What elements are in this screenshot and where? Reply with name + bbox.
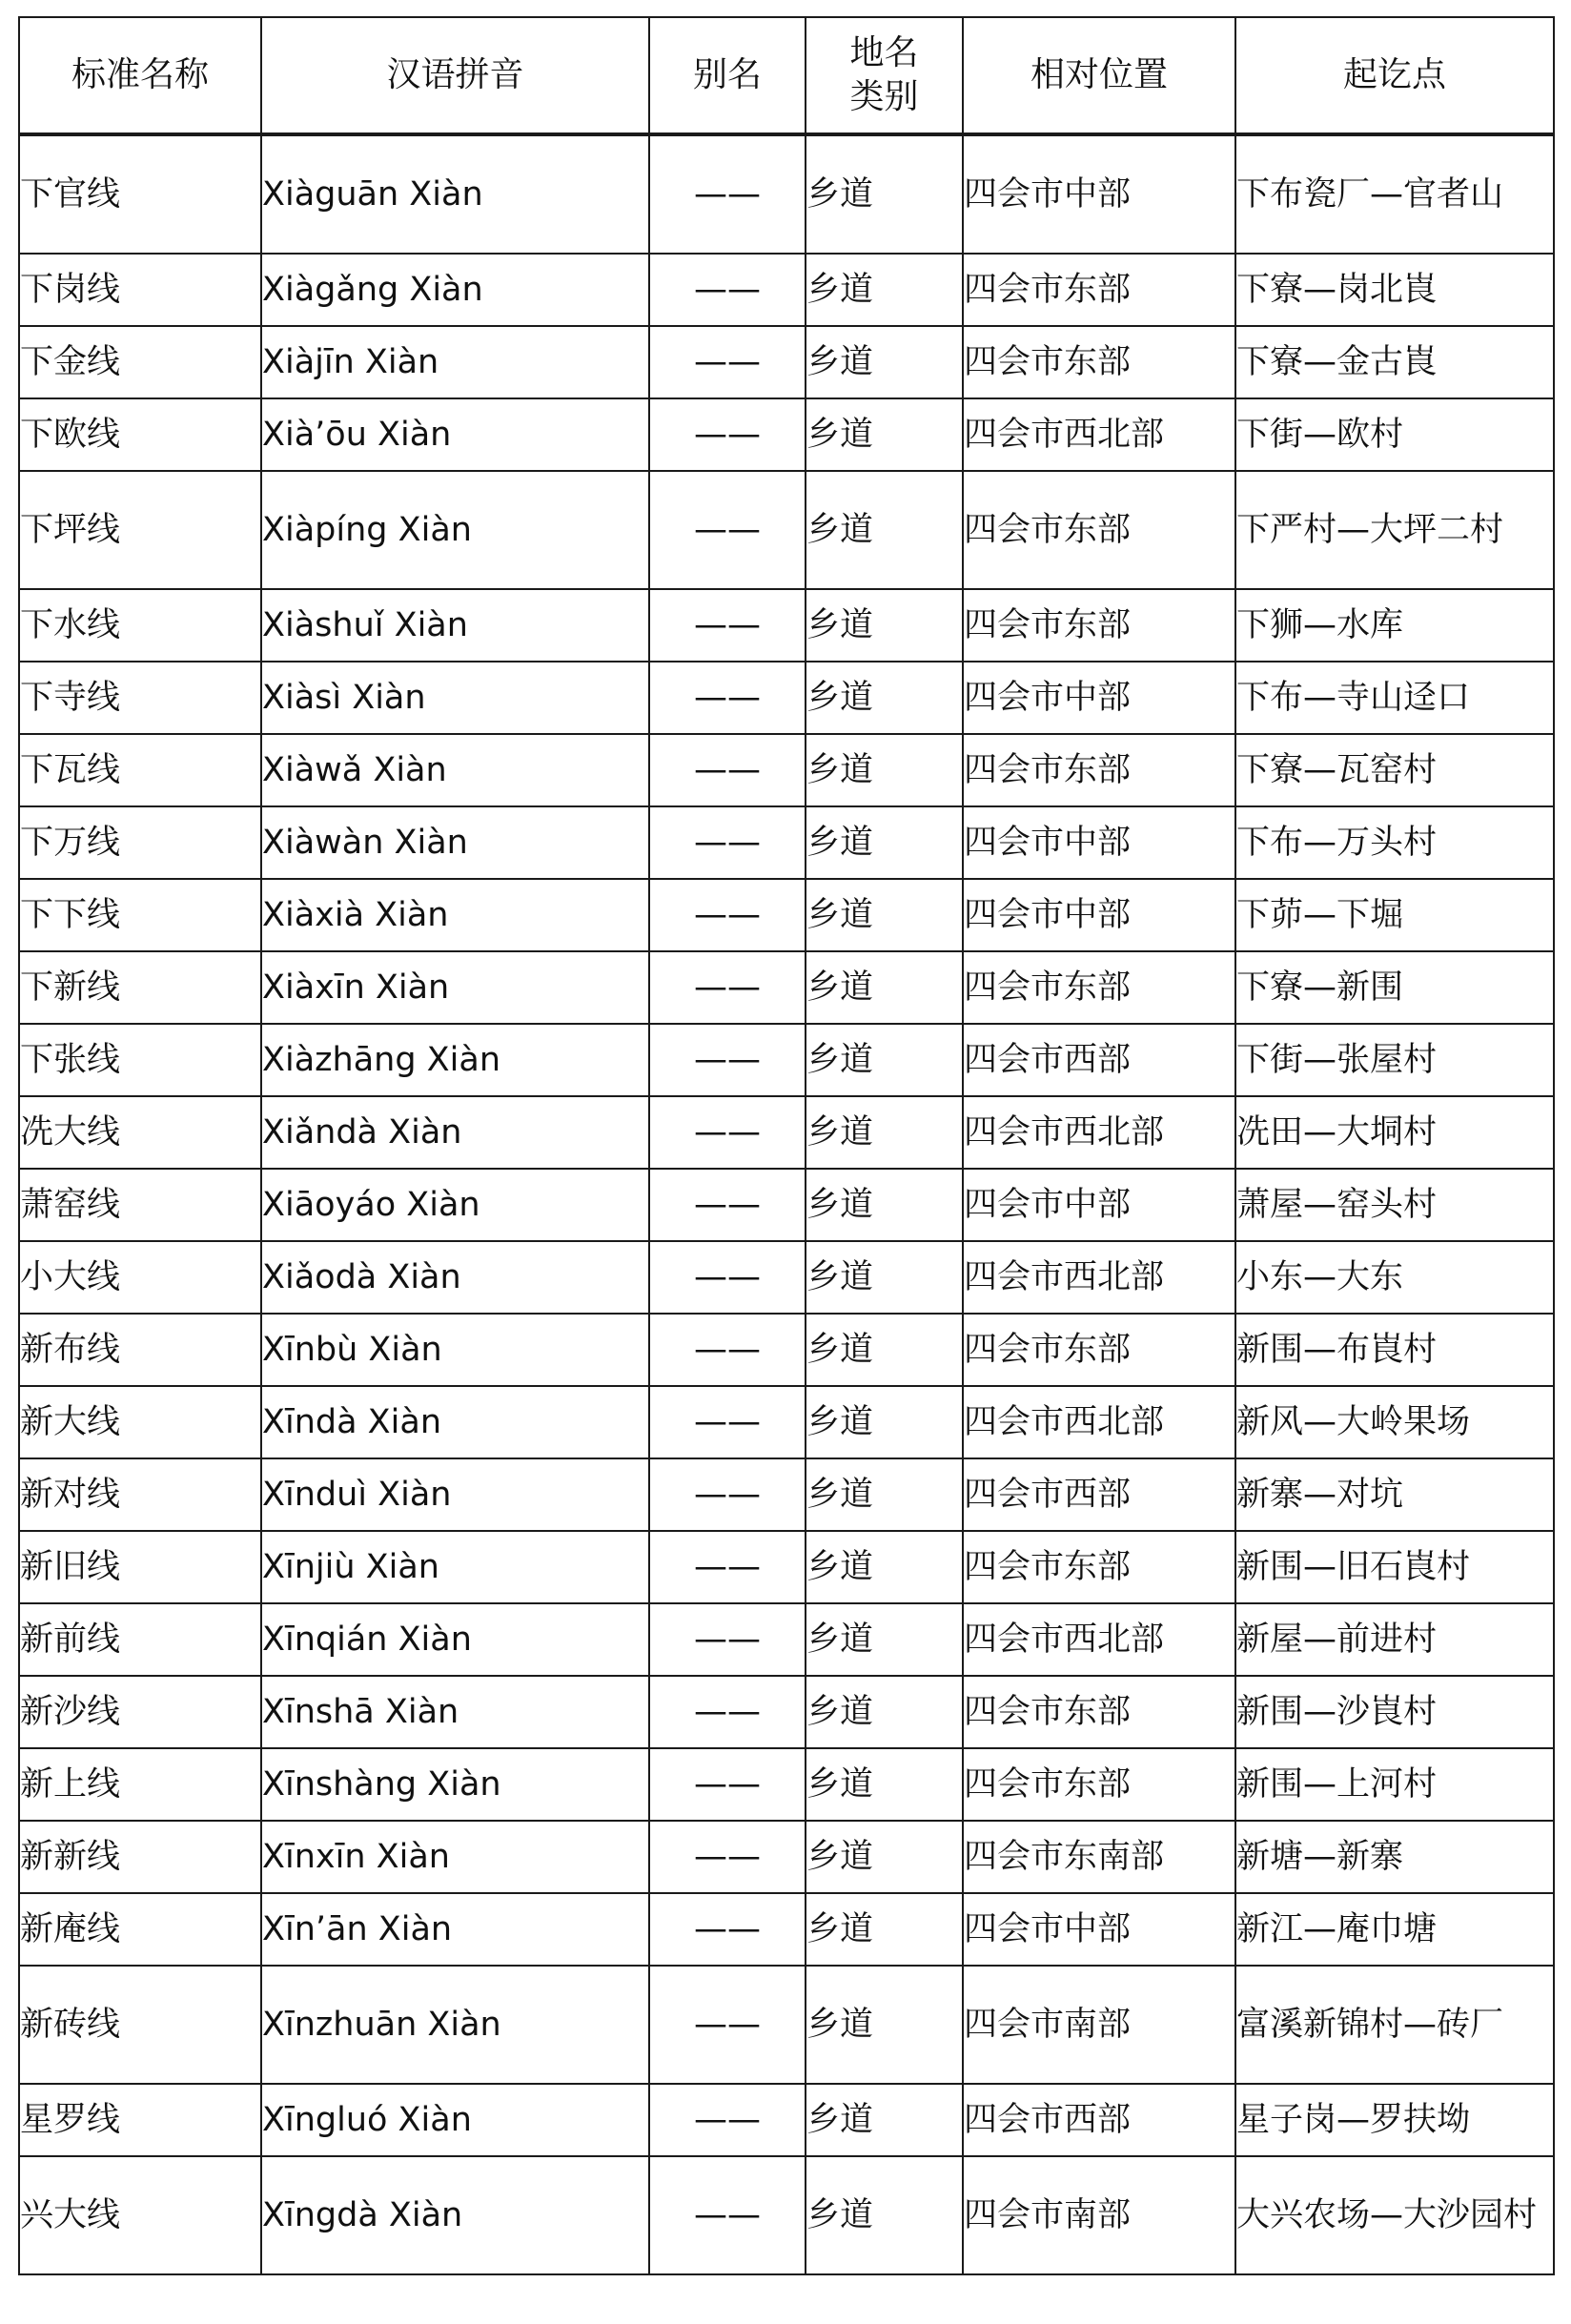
cell-start-end: 新围—沙崀村 <box>1235 1676 1554 1748</box>
cell-standard-name: 下金线 <box>19 326 261 398</box>
cell-start-end: 小东—大东 <box>1235 1241 1554 1314</box>
cell-start-end: 下寮—岗北崀 <box>1235 254 1554 326</box>
cell-relative-position: 四会市东部 <box>963 1531 1235 1603</box>
cell-standard-name: 下岗线 <box>19 254 261 326</box>
table-row <box>19 2084 1554 2156</box>
cell-place-type: 乡道 <box>806 326 963 398</box>
header-place-type-line1: 地名 <box>849 33 919 72</box>
cell-pinyin: Xīngluó Xiàn <box>261 2084 649 2156</box>
cell-pinyin: Xiàzhāng Xiàn <box>261 1024 649 1096</box>
cell-pinyin: Xiàwàn Xiàn <box>261 806 649 879</box>
cell-alias: —— <box>649 1893 806 1966</box>
cell-alias: —— <box>649 1748 806 1821</box>
cell-standard-name: 新新线 <box>19 1821 261 1893</box>
cell-alias: —— <box>649 806 806 879</box>
cell-pinyin: Xiǎodà Xiàn <box>261 1241 649 1314</box>
cell-place-type: 乡道 <box>806 1531 963 1603</box>
cell-standard-name: 下欧线 <box>19 398 261 471</box>
cell-start-end: 下寮—新围 <box>1235 951 1554 1024</box>
cell-place-type: 乡道 <box>806 734 963 806</box>
table-row <box>19 589 1554 662</box>
table-row <box>19 1676 1554 1748</box>
cell-standard-name: 新上线 <box>19 1748 261 1821</box>
cell-relative-position: 四会市东部 <box>963 951 1235 1024</box>
cell-start-end: 下寮—金古崀 <box>1235 326 1554 398</box>
cell-standard-name: 小大线 <box>19 1241 261 1314</box>
cell-standard-name: 新对线 <box>19 1458 261 1531</box>
cell-place-type: 乡道 <box>806 1169 963 1241</box>
header-relative-position: 相对位置 <box>963 17 1235 134</box>
table-row <box>19 806 1554 879</box>
place-name-table <box>18 16 1555 2275</box>
cell-pinyin: Xiàsì Xiàn <box>261 662 649 734</box>
header-start-end: 起讫点 <box>1235 17 1554 134</box>
cell-pinyin: Xiàxià Xiàn <box>261 879 649 951</box>
cell-start-end: 新围—布崀村 <box>1235 1314 1554 1386</box>
cell-place-type: 乡道 <box>806 589 963 662</box>
cell-standard-name: 下官线 <box>19 134 261 254</box>
cell-pinyin: Xīnbù Xiàn <box>261 1314 649 1386</box>
cell-place-type: 乡道 <box>806 1676 963 1748</box>
cell-place-type: 乡道 <box>806 806 963 879</box>
cell-pinyin: Xīnqián Xiàn <box>261 1603 649 1676</box>
cell-place-type: 乡道 <box>806 134 963 254</box>
cell-alias: —— <box>649 1314 806 1386</box>
cell-start-end: 新江—庵巾塘 <box>1235 1893 1554 1966</box>
header-place-type <box>806 17 963 134</box>
cell-alias: —— <box>649 1966 806 2084</box>
cell-standard-name: 下新线 <box>19 951 261 1024</box>
cell-alias: —— <box>649 1603 806 1676</box>
cell-pinyin: Xīn’ān Xiàn <box>261 1893 649 1966</box>
cell-start-end: 富溪新锦村—砖厂 <box>1235 1966 1554 2084</box>
table-header <box>19 17 1554 134</box>
table-row <box>19 1893 1554 1966</box>
cell-relative-position: 四会市西部 <box>963 2084 1235 2156</box>
cell-alias: —— <box>649 879 806 951</box>
header-standard-name: 标准名称 <box>19 17 261 134</box>
cell-alias: —— <box>649 1821 806 1893</box>
cell-start-end: 新塘—新寨 <box>1235 1821 1554 1893</box>
cell-standard-name: 下下线 <box>19 879 261 951</box>
cell-pinyin: Xiāoyáo Xiàn <box>261 1169 649 1241</box>
cell-start-end: 下街—张屋村 <box>1235 1024 1554 1096</box>
table-row <box>19 134 1554 254</box>
cell-relative-position: 四会市西北部 <box>963 1603 1235 1676</box>
cell-relative-position: 四会市中部 <box>963 806 1235 879</box>
header-alias: 别名 <box>649 17 806 134</box>
cell-relative-position: 四会市西部 <box>963 1024 1235 1096</box>
table-row <box>19 951 1554 1024</box>
table-row <box>19 398 1554 471</box>
cell-standard-name: 新沙线 <box>19 1676 261 1748</box>
cell-alias: —— <box>649 134 806 254</box>
cell-start-end: 新寨—对坑 <box>1235 1458 1554 1531</box>
cell-relative-position: 四会市西北部 <box>963 1241 1235 1314</box>
header-place-type-line2: 类别 <box>849 77 919 116</box>
cell-alias: —— <box>649 254 806 326</box>
cell-start-end: 星子岗—罗扶坳 <box>1235 2084 1554 2156</box>
cell-relative-position: 四会市中部 <box>963 662 1235 734</box>
cell-alias: —— <box>649 1458 806 1531</box>
cell-standard-name: 下水线 <box>19 589 261 662</box>
cell-standard-name: 新旧线 <box>19 1531 261 1603</box>
cell-alias: —— <box>649 398 806 471</box>
cell-pinyin: Xiàwǎ Xiàn <box>261 734 649 806</box>
cell-start-end: 下街—欧村 <box>1235 398 1554 471</box>
cell-place-type: 乡道 <box>806 1314 963 1386</box>
cell-relative-position: 四会市东部 <box>963 471 1235 589</box>
cell-start-end: 新风—大岭果场 <box>1235 1386 1554 1458</box>
table-row <box>19 1169 1554 1241</box>
cell-place-type: 乡道 <box>806 1893 963 1966</box>
cell-relative-position: 四会市东部 <box>963 589 1235 662</box>
cell-start-end: 新围—上河村 <box>1235 1748 1554 1821</box>
cell-alias: —— <box>649 951 806 1024</box>
cell-start-end: 下狮—水库 <box>1235 589 1554 662</box>
table-row <box>19 2156 1554 2274</box>
cell-relative-position: 四会市东部 <box>963 254 1235 326</box>
cell-relative-position: 四会市东部 <box>963 1314 1235 1386</box>
table-row <box>19 1241 1554 1314</box>
cell-pinyin: Xīnjiù Xiàn <box>261 1531 649 1603</box>
cell-place-type: 乡道 <box>806 2156 963 2274</box>
cell-alias: —— <box>649 1241 806 1314</box>
cell-standard-name: 新砖线 <box>19 1966 261 2084</box>
cell-standard-name: 冼大线 <box>19 1096 261 1169</box>
cell-alias: —— <box>649 1531 806 1603</box>
cell-start-end: 下茆—下堀 <box>1235 879 1554 951</box>
cell-standard-name: 下坪线 <box>19 471 261 589</box>
cell-standard-name: 萧窑线 <box>19 1169 261 1241</box>
cell-pinyin: Xiàguān Xiàn <box>261 134 649 254</box>
header-pinyin: 汉语拼音 <box>261 17 649 134</box>
cell-standard-name: 下万线 <box>19 806 261 879</box>
cell-place-type: 乡道 <box>806 879 963 951</box>
cell-alias: —— <box>649 471 806 589</box>
cell-relative-position: 四会市西北部 <box>963 398 1235 471</box>
cell-alias: —— <box>649 662 806 734</box>
cell-pinyin: Xiàpíng Xiàn <box>261 471 649 589</box>
cell-place-type: 乡道 <box>806 1386 963 1458</box>
cell-pinyin: Xīnshàng Xiàn <box>261 1748 649 1821</box>
table-row <box>19 1748 1554 1821</box>
document-page <box>18 16 1553 2275</box>
table-row <box>19 254 1554 326</box>
cell-relative-position: 四会市东南部 <box>963 1821 1235 1893</box>
table-row <box>19 1821 1554 1893</box>
cell-alias: —— <box>649 734 806 806</box>
cell-place-type: 乡道 <box>806 1458 963 1531</box>
cell-relative-position: 四会市东部 <box>963 326 1235 398</box>
cell-pinyin: Xiàgǎng Xiàn <box>261 254 649 326</box>
cell-alias: —— <box>649 2084 806 2156</box>
cell-start-end: 下布—万头村 <box>1235 806 1554 879</box>
cell-relative-position: 四会市南部 <box>963 2156 1235 2274</box>
table-row <box>19 1024 1554 1096</box>
cell-start-end: 下寮—瓦窑村 <box>1235 734 1554 806</box>
cell-alias: —— <box>649 1386 806 1458</box>
cell-place-type: 乡道 <box>806 1748 963 1821</box>
cell-start-end: 萧屋—窑头村 <box>1235 1169 1554 1241</box>
cell-pinyin: Xīnduì Xiàn <box>261 1458 649 1531</box>
cell-relative-position: 四会市东部 <box>963 1676 1235 1748</box>
cell-place-type: 乡道 <box>806 662 963 734</box>
cell-start-end: 大兴农场—大沙园村 <box>1235 2156 1554 2274</box>
table-body <box>19 134 1554 2274</box>
cell-standard-name: 新庵线 <box>19 1893 261 1966</box>
cell-relative-position: 四会市中部 <box>963 134 1235 254</box>
cell-start-end: 新屋—前进村 <box>1235 1603 1554 1676</box>
table-row <box>19 1603 1554 1676</box>
cell-pinyin: Xīnxīn Xiàn <box>261 1821 649 1893</box>
cell-relative-position: 四会市西北部 <box>963 1096 1235 1169</box>
cell-pinyin: Xiàxīn Xiàn <box>261 951 649 1024</box>
cell-relative-position: 四会市东部 <box>963 734 1235 806</box>
cell-place-type: 乡道 <box>806 398 963 471</box>
cell-place-type: 乡道 <box>806 2084 963 2156</box>
table-row <box>19 1386 1554 1458</box>
table-row <box>19 1096 1554 1169</box>
cell-place-type: 乡道 <box>806 1966 963 2084</box>
cell-start-end: 下布瓷厂—官者山 <box>1235 134 1554 254</box>
cell-standard-name: 下瓦线 <box>19 734 261 806</box>
table-row <box>19 1314 1554 1386</box>
table-row <box>19 326 1554 398</box>
cell-alias: —— <box>649 1169 806 1241</box>
table-row <box>19 1531 1554 1603</box>
cell-pinyin: Xiàshuǐ Xiàn <box>261 589 649 662</box>
cell-standard-name: 新大线 <box>19 1386 261 1458</box>
cell-standard-name: 下寺线 <box>19 662 261 734</box>
cell-pinyin: Xiàjīn Xiàn <box>261 326 649 398</box>
cell-place-type: 乡道 <box>806 471 963 589</box>
cell-place-type: 乡道 <box>806 1024 963 1096</box>
cell-start-end: 新围—旧石崀村 <box>1235 1531 1554 1603</box>
cell-pinyin: Xīnzhuān Xiàn <box>261 1966 649 2084</box>
cell-place-type: 乡道 <box>806 1821 963 1893</box>
cell-pinyin: Xīndà Xiàn <box>261 1386 649 1458</box>
cell-standard-name: 兴大线 <box>19 2156 261 2274</box>
cell-start-end: 下布—寺山迳口 <box>1235 662 1554 734</box>
table-row <box>19 734 1554 806</box>
table-row <box>19 662 1554 734</box>
cell-start-end: 冼田—大垌村 <box>1235 1096 1554 1169</box>
header-row <box>19 17 1554 134</box>
cell-place-type: 乡道 <box>806 951 963 1024</box>
cell-place-type: 乡道 <box>806 254 963 326</box>
cell-alias: —— <box>649 2156 806 2274</box>
cell-standard-name: 新布线 <box>19 1314 261 1386</box>
cell-relative-position: 四会市西北部 <box>963 1386 1235 1458</box>
cell-alias: —— <box>649 1676 806 1748</box>
cell-place-type: 乡道 <box>806 1603 963 1676</box>
cell-alias: —— <box>649 589 806 662</box>
cell-relative-position: 四会市西部 <box>963 1458 1235 1531</box>
cell-standard-name: 下张线 <box>19 1024 261 1096</box>
table-row <box>19 1458 1554 1531</box>
cell-alias: —— <box>649 1096 806 1169</box>
table-row <box>19 1966 1554 2084</box>
table-row <box>19 471 1554 589</box>
cell-alias: —— <box>649 326 806 398</box>
cell-relative-position: 四会市中部 <box>963 879 1235 951</box>
cell-relative-position: 四会市中部 <box>963 1169 1235 1241</box>
table-row <box>19 879 1554 951</box>
cell-relative-position: 四会市南部 <box>963 1966 1235 2084</box>
cell-pinyin: Xīnshā Xiàn <box>261 1676 649 1748</box>
cell-place-type: 乡道 <box>806 1241 963 1314</box>
cell-standard-name: 新前线 <box>19 1603 261 1676</box>
cell-pinyin: Xīngdà Xiàn <box>261 2156 649 2274</box>
cell-standard-name: 星罗线 <box>19 2084 261 2156</box>
cell-place-type: 乡道 <box>806 1096 963 1169</box>
cell-relative-position: 四会市东部 <box>963 1748 1235 1821</box>
cell-pinyin: Xiǎndà Xiàn <box>261 1096 649 1169</box>
cell-start-end: 下严村—大坪二村 <box>1235 471 1554 589</box>
cell-alias: —— <box>649 1024 806 1096</box>
cell-relative-position: 四会市中部 <box>963 1893 1235 1966</box>
cell-pinyin: Xià’ōu Xiàn <box>261 398 649 471</box>
